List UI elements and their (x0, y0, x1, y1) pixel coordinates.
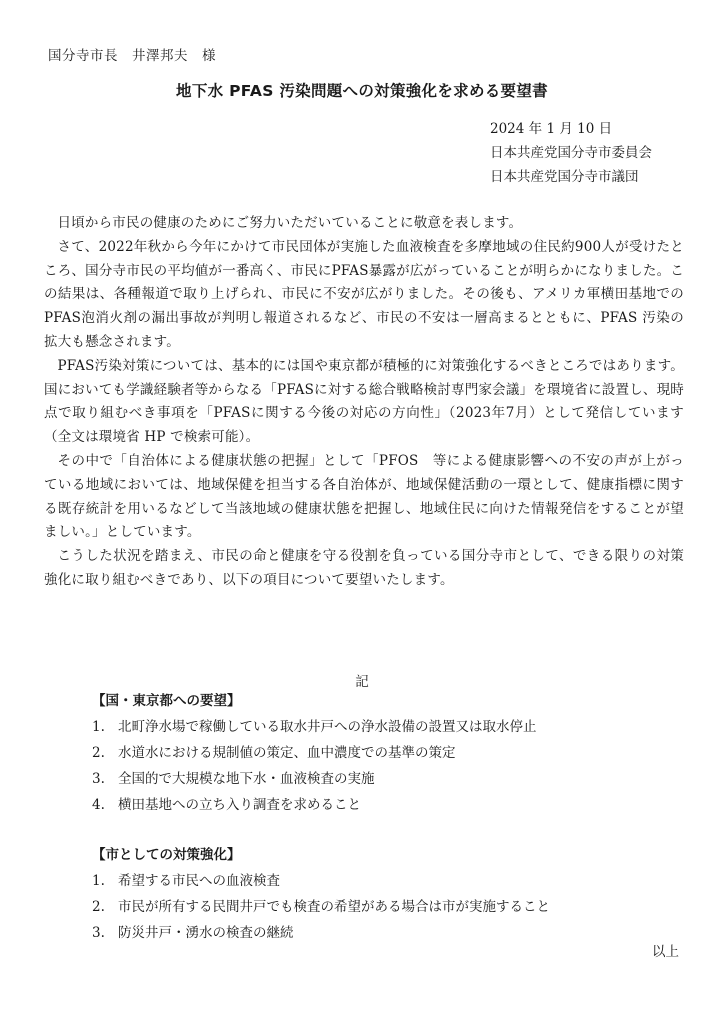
paragraph-national-policy: PFAS汚染対策については、基本的には国や東京都が積極的に対策強化するべきところではあります。国においても学識経験者等からなる「PFASに対する総合戦略検討専門家会議」を環境省に設置し、現時点で取り組むべき事項を「PFASに関する今後の対応の方向性」（2023年7月）として発信しています（全文は環境省 HP で検索可能）。 (44, 357, 684, 446)
section-city-measures (92, 842, 550, 946)
paragraph-request: こうした状況を踏まえ、市民の命と健康を守る役割を負っている国分寺市として、できる限りの対策強化に取り組むべきであり、以下の項目について要望いたします。 (44, 548, 684, 588)
list-item (92, 792, 537, 818)
item-number: 1. (92, 719, 105, 735)
section-heading: 【市としての対策強化】 (92, 847, 241, 863)
sender-block (490, 117, 652, 189)
item-number: 1. (92, 873, 105, 889)
paragraph-health-monitoring: その中で「自治体による健康状態の把握」として「PFOS 等による健康影響への不安の声が上がっている地域においては、地域保健を担当する各自治体が、地域保健活動の一環として、健康指標に関する既存統計を用いるなどして当該地域の健康状態を把握し、地域住民に向けた情報発信をすることが望ましい。」としています。 (44, 452, 684, 541)
paragraph-blood-test: さて、2022年秋から今年にかけて市民団体が実施した血液検査を多摩地域の住民約900人が受けたところ、国分寺市民の平均値が一番高く、市民にPFAS暴露が広がっていることが明らかになりました。この結果は、各種報道で取り上げられ、市民に不安が広がりました。その後も、アメリカ軍横田基地でのPFAS泡消火剤の漏出事故が判明し報道されるなど、市民の不安は一層高まるとともに、PFAS 汚染の拡大も懸念されます。 (44, 238, 684, 350)
list-item (92, 894, 550, 920)
item-text: 全国的で大規模な地下水・血液検査の実施 (118, 771, 375, 787)
list-item (92, 868, 550, 894)
list-item (92, 766, 537, 792)
item-text: 北町浄水場で稼働している取水井戸への浄水設備の設置又は取水停止 (118, 719, 537, 735)
item-text: 防災井戸・湧水の検査の継続 (118, 925, 294, 941)
list-item (92, 714, 537, 740)
section-national-requests (92, 688, 537, 818)
ki-marker: 記 (355, 674, 369, 690)
item-text: 横田基地への立ち入り調査を求めること (118, 797, 361, 813)
item-number: 4. (92, 797, 105, 813)
document-title: 地下水 PFAS 汚染問題への対策強化を求める要望書 (176, 82, 548, 100)
section-heading: 【国・東京都への要望】 (92, 693, 241, 709)
closing-mark: 以上 (652, 944, 679, 960)
item-number: 3. (92, 925, 105, 941)
paragraph-greeting: 日頃から市民の健康のためにご努力いただいていることに敬意を表します。 (57, 215, 523, 231)
body-text (44, 212, 684, 593)
item-text: 水道水における規制値の策定、血中濃度での基準の策定 (118, 745, 456, 761)
item-number: 2. (92, 899, 105, 915)
addressee: 国分寺市長 井澤邦夫 様 (48, 48, 216, 64)
sender-org-committee: 日本共産党国分寺市委員会 (490, 145, 652, 161)
list-item (92, 920, 550, 946)
item-number: 3. (92, 771, 105, 787)
item-text: 市民が所有する民間井戸でも検査の希望がある場合は市が実施すること (118, 899, 550, 915)
item-text: 希望する市民への血液検査 (118, 873, 280, 889)
list-item (92, 740, 537, 766)
item-number: 2. (92, 745, 105, 761)
sender-org-council: 日本共産党国分寺市議団 (490, 169, 639, 185)
date: 2024 年 1 月 10 日 (490, 121, 613, 137)
